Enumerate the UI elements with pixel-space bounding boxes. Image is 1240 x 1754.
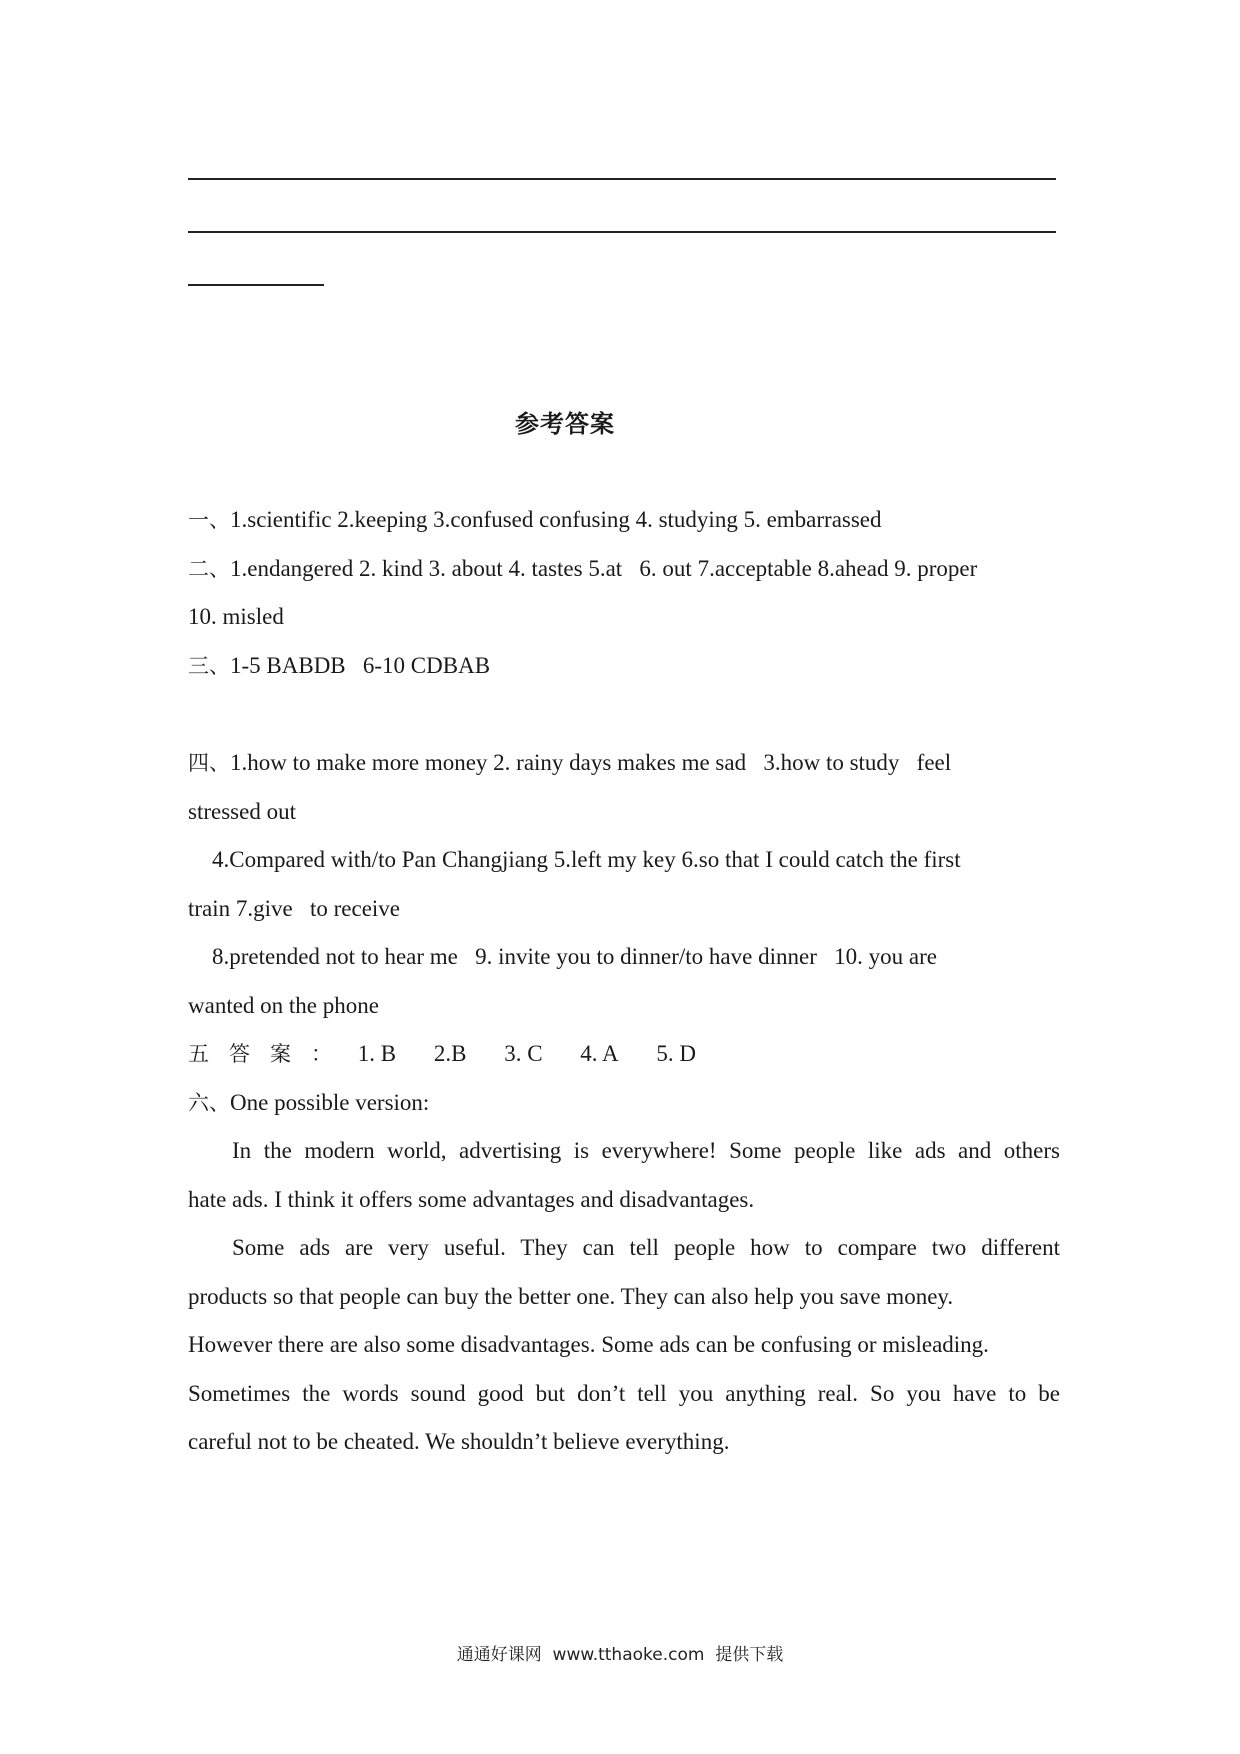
section-2-label: 二、 xyxy=(188,557,230,581)
page-title: 参考答案 xyxy=(515,410,615,438)
section-3-label: 三、 xyxy=(188,654,230,678)
section-6-label: 六、 xyxy=(188,1091,230,1115)
section-2-line-1 xyxy=(188,554,1060,584)
section-5-answer-3: 3. C xyxy=(504,1041,543,1066)
essay-p1-line-2: hate ads. I think it offers some advantages and disadvantages. xyxy=(188,1187,755,1212)
section-4-line-5: 8.pretended not to hear me 9. invite you to dinner/to have dinner 10. you are xyxy=(212,944,937,969)
section-4-line-4: train 7.give to receive xyxy=(188,896,401,921)
section-2-text: 1.endangered 2. kind 3. about 4. tastes 5.at 6. out 7.acceptable 8.ahead 9. proper xyxy=(230,556,978,581)
section-1-label: 一、 xyxy=(188,508,230,532)
section-3 xyxy=(188,651,1060,681)
essay-p2-line-2: products so that people can buy the better one. They can also help you save money. xyxy=(188,1284,954,1309)
essay-p2-line-5: careful not to be cheated. We shouldn’t believe everything. xyxy=(188,1429,730,1454)
section-6-intro-text: One possible version: xyxy=(230,1090,430,1115)
section-5-answer-5: 5. D xyxy=(656,1041,696,1066)
essay-p2-line-1: Some ads are very useful. They can tell people how to compare two different xyxy=(232,1235,1060,1260)
section-4-line-1 xyxy=(188,748,1060,778)
section-4-line-2: stressed out xyxy=(188,799,296,824)
answer-blank-line-1 xyxy=(188,178,1056,180)
section-4-text: 1.how to make more money 2. rainy days makes me sad 3.how to study feel xyxy=(230,750,952,775)
essay-p2-line-4: Sometimes the words sound good but don’t tell you anything real. So you have to be xyxy=(188,1381,1060,1406)
answer-blank-line-2 xyxy=(188,231,1056,233)
section-5-answer-4: 4. A xyxy=(580,1041,619,1066)
essay-p2-line-3: However there are also some disadvantages. Some ads can be confusing or misleading. xyxy=(188,1332,989,1357)
section-5 xyxy=(188,1039,1060,1069)
section-1-text: 1.scientific 2.keeping 3.confused confusing 4. studying 5. embarrassed xyxy=(230,507,882,532)
section-1 xyxy=(188,505,1060,535)
section-4-line-3: 4.Compared with/to Pan Changjiang 5.left my key 6.so that I could catch the first xyxy=(212,847,961,872)
essay-p1-line-1: In the modern world, advertising is everywhere! Some people like ads and others xyxy=(232,1138,1060,1163)
section-6-intro xyxy=(188,1088,1060,1118)
answer-blank-line-3 xyxy=(188,284,324,286)
section-3-text: 1-5 BABDB 6-10 CDBAB xyxy=(230,653,491,678)
footer-source: 通通好课网 www.tthaoke.com 提供下载 xyxy=(456,1645,784,1665)
section-4-label: 四、 xyxy=(188,751,230,775)
section-5-answer-2: 2.B xyxy=(433,1041,467,1066)
section-4-line-6: wanted on the phone xyxy=(188,993,379,1018)
section-5-label: 五答案： xyxy=(188,1042,352,1066)
section-2-line-2: 10. misled xyxy=(188,604,284,629)
section-5-answer-1: 1. B xyxy=(357,1041,397,1066)
